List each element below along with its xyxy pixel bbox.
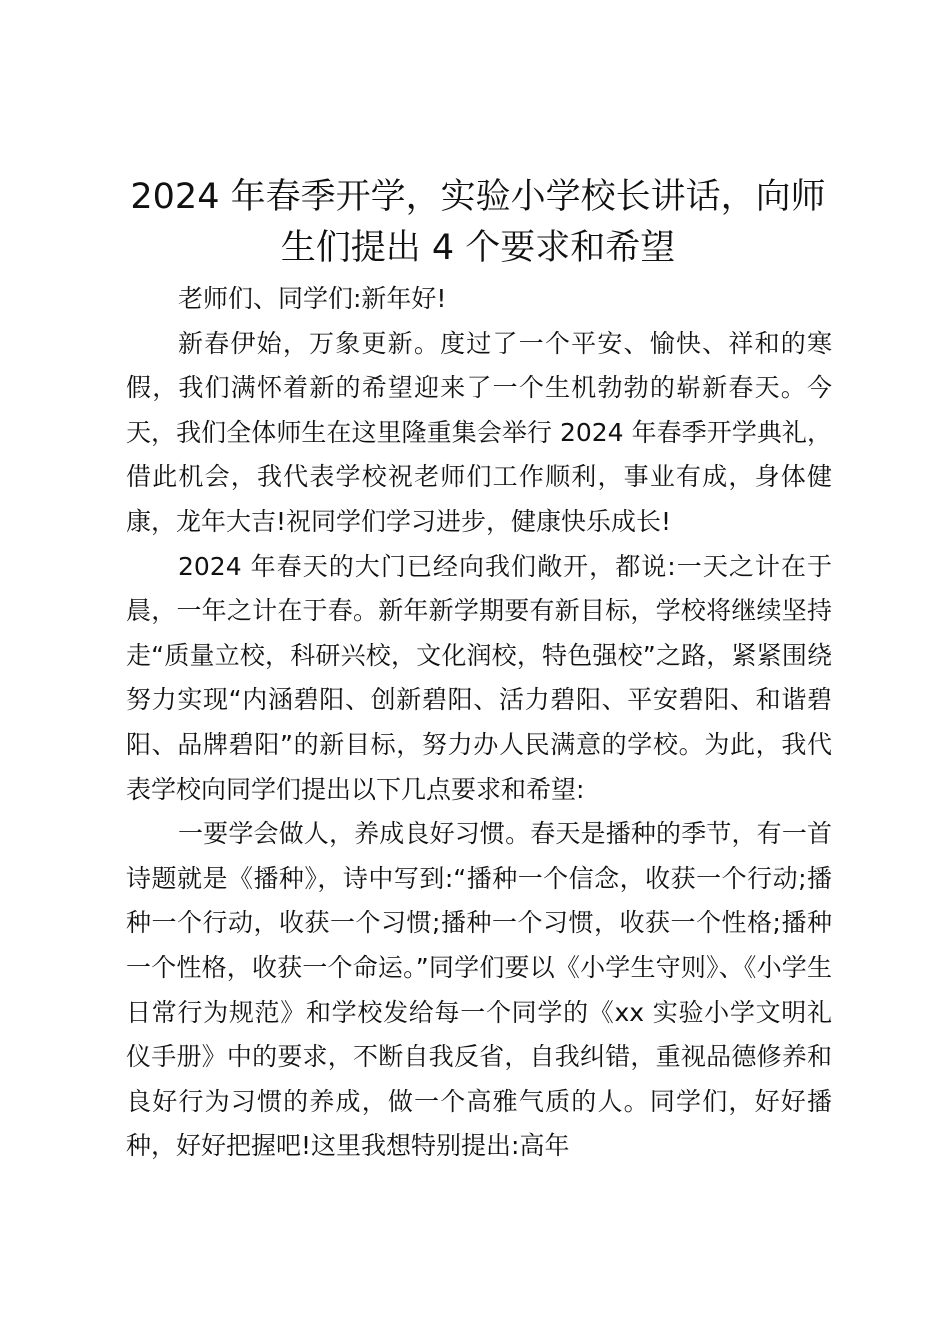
paragraph-requirement-one: 一要学会做人，养成良好习惯。春天是播种的季节，有一首诗题就是《播种》，诗中写到:“播种一个信念，收获一个行动;播种一个行动，收获一个习惯;播种一个习惯，收获一个性格;播种一个性格，收获一个命运。”同学们要以《小学生守则》、《小学生日常行为规范》和学校发给每一个同学的《xx 实验小学文明礼仪手册》中的要求，不断自我反省，自我纠错，重视品德修养和良好行为习惯的养成，做一个高雅气质的人。同学们，好好播种，好好把握吧!这里我想特别提出:高年 — [126, 819, 832, 1161]
paragraph-greeting: 老师们、同学们:新年好! — [178, 284, 447, 313]
paragraph-new-spring: 新春伊始，万象更新。度过了一个平安、愉快、祥和的寒假，我们满怀着新的希望迎来了一个生机勃勃的崭新春天。今天，我们全体师生在这里隆重集会举行 2024 年春季开学典礼，借此机会，我代表学校祝老师们工作顺利，事业有成，身体健康，龙年大吉!祝同学们学习进步，健康快乐成长! — [126, 328, 832, 536]
document-title: 2024 年春季开学，实验小学校长讲话，向师生们提出 4 个要求和希望 — [130, 177, 826, 268]
document-body — [126, 277, 832, 1169]
paragraph-school-goals: 2024 年春天的大门已经向我们敞开，都说:一天之计在于晨，一年之计在于春。新年新学期要有新目标，学校将继续坚持走“质量立校，科研兴校，文化润校，特色强校”之路，紧紧围绕努力实现“内涵碧阳、创新碧阳、活力碧阳、平安碧阳、和谐碧阳、品牌碧阳”的新目标，努力办人民满意的学校。为此，我代表学校向同学们提出以下几点要求和希望: — [126, 551, 832, 804]
